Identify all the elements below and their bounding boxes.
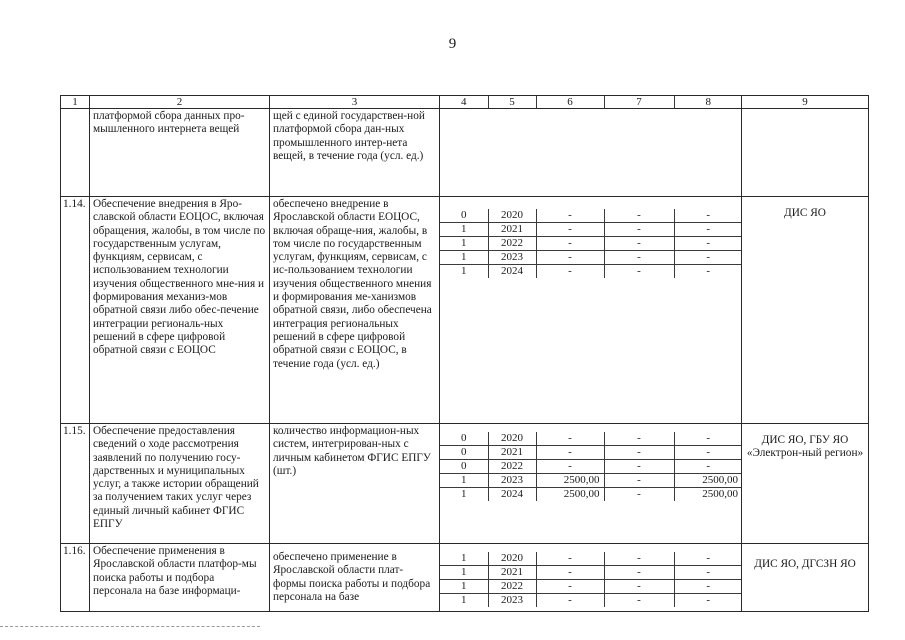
- indicator-text: количество информацион-ных систем, интегрирован-ных с личным кабинетом ФГИС ЕПГУ (шт.): [270, 424, 440, 544]
- year: 2020: [488, 432, 536, 446]
- funding-col-6: -: [536, 552, 604, 566]
- year-row: [440, 474, 742, 488]
- funding-col-8: -: [674, 460, 742, 474]
- indicator-value: 1: [440, 594, 488, 608]
- year: 2020: [488, 209, 536, 223]
- funding-col-8: -: [674, 594, 742, 608]
- indicator-value: 0: [440, 432, 488, 446]
- year: 2021: [488, 566, 536, 580]
- funding-col-7: -: [604, 460, 674, 474]
- funding-col-8: -: [674, 223, 742, 237]
- column-header-row: [61, 96, 869, 109]
- funding-col-7: -: [604, 446, 674, 460]
- funding-col-7: -: [604, 552, 674, 566]
- col-header-6: 6: [536, 96, 604, 108]
- funding-col-6: -: [536, 223, 604, 237]
- funding-col-6: -: [536, 594, 604, 608]
- funding-col-6: 2500,00: [536, 474, 604, 488]
- year-row: [440, 446, 742, 460]
- funding-col-8: -: [674, 209, 742, 223]
- responsible-party: [742, 109, 869, 197]
- year: 2022: [488, 237, 536, 251]
- funding-col-6: -: [536, 566, 604, 580]
- col-header-1: 1: [61, 96, 90, 109]
- event-name: платформой сбора данных про-мышленного интернета вещей: [90, 109, 270, 197]
- year: 2023: [488, 474, 536, 488]
- year: 2024: [488, 265, 536, 279]
- indicator-value: 1: [440, 488, 488, 502]
- year-grid: [440, 432, 742, 501]
- responsible-party: ДИС ЯО, ДГСЗН ЯО: [742, 544, 869, 612]
- year: 2021: [488, 446, 536, 460]
- event-name: Обеспечение применения в Ярославской области платфор-мы поиска работы и подбора персонала на базе информаци-: [90, 544, 270, 612]
- funding-col-6: 2500,00: [536, 488, 604, 502]
- year-row: [440, 488, 742, 502]
- funding-col-6: -: [536, 237, 604, 251]
- table-row: [61, 197, 869, 424]
- indicator-value: 1: [440, 251, 488, 265]
- indicator-value: 1: [440, 552, 488, 566]
- table-row: [61, 109, 869, 197]
- year-row: [440, 460, 742, 474]
- funding-col-7: -: [604, 251, 674, 265]
- year-values: [440, 424, 742, 544]
- col-header-9: 9: [742, 96, 869, 109]
- funding-col-6: -: [536, 446, 604, 460]
- indicator-value: 0: [440, 209, 488, 223]
- year-values: [440, 197, 742, 424]
- funding-col-8: -: [674, 265, 742, 279]
- program-table: [60, 95, 869, 612]
- table-row: [61, 544, 869, 612]
- funding-col-7: -: [604, 580, 674, 594]
- indicator-value: 0: [440, 446, 488, 460]
- indicator-value: 1: [440, 566, 488, 580]
- year-row: [440, 251, 742, 265]
- indicator-value: 0: [440, 460, 488, 474]
- year: 2022: [488, 460, 536, 474]
- funding-col-8: -: [674, 580, 742, 594]
- funding-col-8: -: [674, 251, 742, 265]
- funding-col-6: -: [536, 265, 604, 279]
- year: 2020: [488, 552, 536, 566]
- year-grid: [440, 209, 742, 278]
- funding-col-8: -: [674, 552, 742, 566]
- indicator-value: 1: [440, 474, 488, 488]
- responsible-party: ДИС ЯО: [742, 197, 869, 424]
- year: 2022: [488, 580, 536, 594]
- funding-col-7: -: [604, 566, 674, 580]
- col-header-2: 2: [90, 96, 270, 109]
- funding-col-6: -: [536, 432, 604, 446]
- scan-artifact-line: [0, 626, 260, 627]
- year: 2023: [488, 594, 536, 608]
- event-name: Обеспечение внедрения в Яро-славской области ЕОЦОС, включая обращения, жалобы, в том числе по государственным услугам, функциям, сервисам, с использованием технологии изучения общественного мне-ния и формирования механиз-мов обратной связи либо обес-печение интеграции региональ-ных решений в сфере цифровой обратной связи с ЕОЦОС: [90, 197, 270, 424]
- year-row: [440, 580, 742, 594]
- indicator-value: 1: [440, 265, 488, 279]
- col-header-years: [440, 96, 742, 108]
- row-number: 1.15.: [61, 424, 90, 544]
- year-row: [440, 237, 742, 251]
- indicator-value: 1: [440, 580, 488, 594]
- responsible-party: ДИС ЯО, ГБУ ЯО «Электрон-ный регион»: [742, 424, 869, 544]
- indicator-text: обеспечено применение в Ярославской области плат-формы поиска работы и подбора персонала на базе: [270, 544, 440, 612]
- funding-col-7: -: [604, 223, 674, 237]
- year-grid: [440, 552, 742, 607]
- year-row: [440, 566, 742, 580]
- funding-col-6: -: [536, 460, 604, 474]
- funding-col-7: -: [604, 432, 674, 446]
- funding-col-7: -: [604, 265, 674, 279]
- funding-col-8: -: [674, 566, 742, 580]
- col-header-7: 7: [604, 96, 674, 108]
- indicator-value: 1: [440, 223, 488, 237]
- funding-col-6: -: [536, 580, 604, 594]
- col-header-4-8: [440, 96, 742, 109]
- funding-col-8: -: [674, 446, 742, 460]
- funding-col-7: -: [604, 209, 674, 223]
- funding-col-7: -: [604, 474, 674, 488]
- year-row: [440, 552, 742, 566]
- year-row: [440, 432, 742, 446]
- year-values: [440, 109, 742, 197]
- year: 2024: [488, 488, 536, 502]
- col-header-5: 5: [488, 96, 536, 108]
- funding-col-6: -: [536, 209, 604, 223]
- funding-col-7: -: [604, 237, 674, 251]
- year-row: [440, 265, 742, 279]
- year: 2021: [488, 223, 536, 237]
- funding-col-8: -: [674, 432, 742, 446]
- row-number: 1.14.: [61, 197, 90, 424]
- funding-col-8: -: [674, 237, 742, 251]
- year: 2023: [488, 251, 536, 265]
- row-number: [61, 109, 90, 197]
- funding-col-7: -: [604, 488, 674, 502]
- indicator-text: щей с единой государствен-ной платформой сбора дан-ных промышленного интер-нета вещей, в течение года (усл. ед.): [270, 109, 440, 197]
- year-row: [440, 223, 742, 237]
- year-row: [440, 209, 742, 223]
- col-header-4: 4: [440, 96, 488, 108]
- page-number: 9: [448, 36, 457, 52]
- indicator-text: обеспечено внедрение в Ярославской области ЕОЦОС, включая обраще-ния, жалобы, в том числе по государственным услугам, функциям, сервисам, с ис-пользованием технологии изучения общественного мнения и формирования ме-ханизмов обратной связи, либо обеспечена интеграция региональных решений в сфере цифровой обратной связи с ЕОЦОС, в течение года (усл. ед.): [270, 197, 440, 424]
- row-number: 1.16.: [61, 544, 90, 612]
- funding-col-6: -: [536, 251, 604, 265]
- table-row: [61, 424, 869, 544]
- col-header-3: 3: [270, 96, 440, 109]
- indicator-value: 1: [440, 237, 488, 251]
- funding-col-7: -: [604, 594, 674, 608]
- col-header-8: 8: [674, 96, 742, 108]
- event-name: Обеспечение предоставления сведений о ходе рассмотрения заявлений по получению госу-дарственных и муниципальных услуг, а также истории обращений за получением таких услуг через единый личный кабинет ФГИС ЕПГУ: [90, 424, 270, 544]
- year-values: [440, 544, 742, 612]
- funding-col-8: 2500,00: [674, 488, 742, 502]
- funding-col-8: 2500,00: [674, 474, 742, 488]
- year-row: [440, 594, 742, 608]
